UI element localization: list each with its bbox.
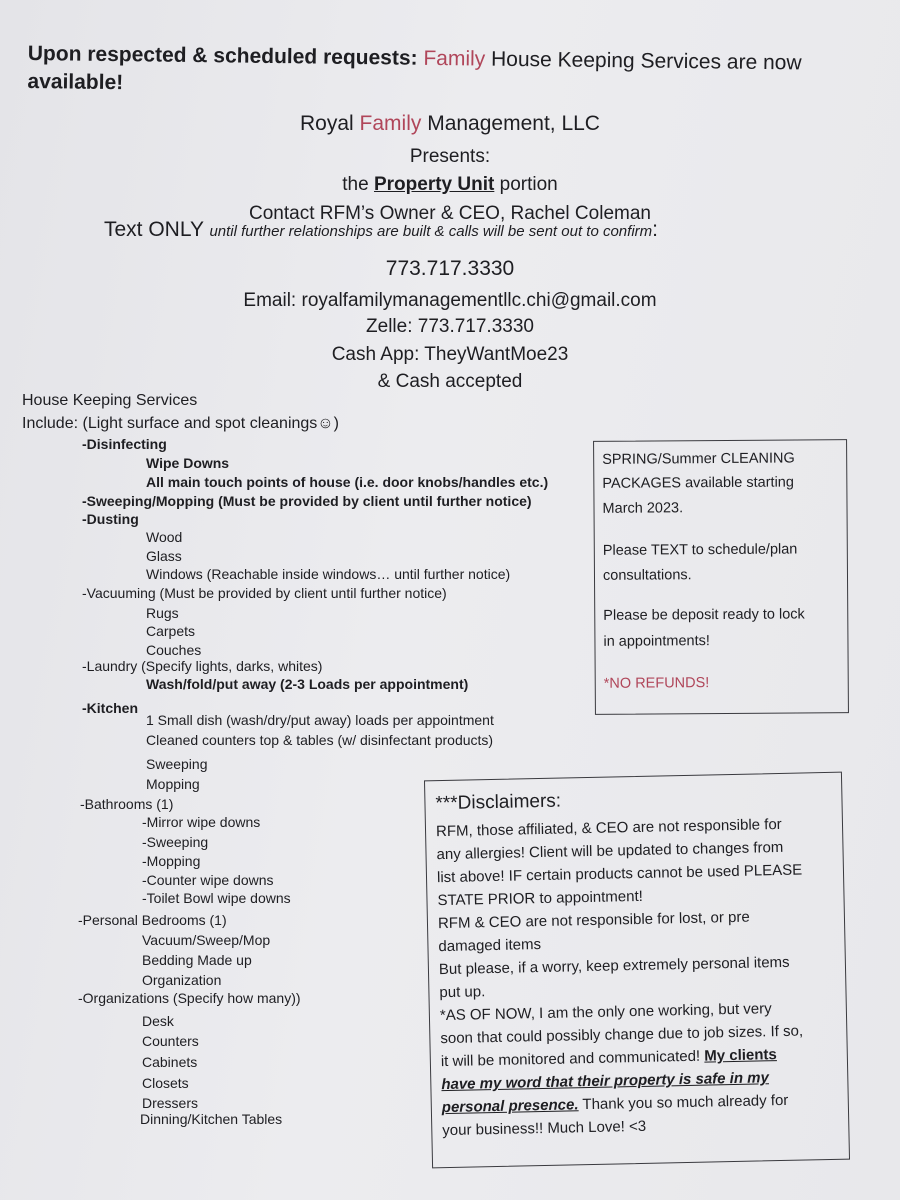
service-item: Counters: [142, 1033, 199, 1049]
banner-family: Family: [423, 46, 486, 71]
service-item: Closets: [142, 1075, 189, 1091]
availability-banner: [27, 40, 801, 105]
service-item: Desk: [142, 1013, 174, 1029]
spring-line: PACKAGES available starting: [602, 474, 794, 492]
disclaimers-box: [424, 772, 850, 1169]
service-item: -Toilet Bowl wipe downs: [142, 890, 291, 906]
service-category: -Sweeping/Mopping (Must be provided by client until further notice): [82, 493, 532, 509]
service-item: Bedding Made up: [142, 952, 252, 968]
service-item: Rugs: [146, 605, 179, 621]
banner-text-2: House Keeping Services are now: [485, 47, 802, 75]
disclaimer-line: RFM, those affiliated, & CEO are not responsible for: [435, 815, 782, 841]
presents-line: Presents:: [409, 146, 491, 167]
service-item: Wipe Downs: [146, 455, 230, 471]
company-family: Family: [359, 112, 422, 135]
disclaimer-line: [442, 1090, 789, 1118]
contact-line: Contact RFM’s Owner & CEO, Rachel Coleman: [249, 203, 651, 224]
service-item: Dressers: [142, 1095, 199, 1111]
spring-line: consultations.: [602, 567, 692, 584]
property-unit: Property Unit: [373, 174, 495, 195]
service-item: Mopping: [146, 776, 200, 792]
service-item: 1 Small dish (wash/dry/put away) loads per appointment: [146, 712, 494, 728]
disclaimer-line: list above! IF certain products cannot be used PLEASE: [436, 861, 803, 887]
service-item: Wash/fold/put away (2-3 Loads per appointment): [146, 676, 469, 692]
service-item: Cabinets: [142, 1054, 198, 1070]
disclaimer-line: STATE PRIOR to appointment!: [437, 887, 643, 910]
service-item: Glass: [146, 548, 182, 564]
property-unit-line: [0, 174, 900, 196]
spring-line: in appointments!: [603, 633, 710, 650]
disclaimer-line: your business!! Much Love! <3: [442, 1117, 647, 1140]
text-only-colon: :: [652, 218, 658, 241]
service-item: Wood: [146, 529, 183, 545]
service-category: -Dusting: [82, 511, 139, 527]
service-item: Sweeping: [146, 756, 208, 772]
disclaimer-line: But please, if a worry, keep extremely personal items: [438, 953, 790, 979]
service-item: Vacuum/Sweep/Mop: [142, 932, 271, 948]
disclaimer-text: Thank you so much already for: [578, 1091, 789, 1114]
service-item: -Counter wipe downs: [142, 872, 274, 888]
service-category: -Disinfecting: [82, 436, 167, 452]
disclaimer-emphasis: have my word that their property is safe in my: [441, 1069, 770, 1094]
service-category: -Bathrooms (1): [80, 796, 174, 812]
text-only-note: until further relationships are built & calls will be sent out to confirm: [209, 223, 653, 240]
disclaimer-emphasis: My clients: [704, 1046, 777, 1065]
disclaimer-line: RFM & CEO are not responsible for lost, or pre: [437, 908, 750, 933]
disclaimer-text: it will be monitored and communicated!: [440, 1047, 705, 1071]
service-category: -Laundry (Specify lights, darks, whites): [82, 658, 323, 674]
service-item: All main touch points of house (i.e. door knobs/handles etc.): [146, 474, 549, 490]
email-line: Email: royalfamilymanagementllc.chi@gmail.com: [243, 290, 657, 311]
text-only-label: Text ONLY: [104, 218, 210, 241]
banner-text-1: Upon respected & scheduled requests:: [27, 41, 424, 70]
disclaimer-line: any allergies! Client will be updated to changes from: [436, 838, 784, 864]
spring-packages-box: [593, 439, 849, 715]
service-category: -Vacuuming (Must be provided by client until further notice): [82, 585, 447, 601]
service-item: Couches: [146, 642, 202, 658]
spring-line: SPRING/Summer CLEANING: [602, 450, 795, 468]
service-item: -Mirror wipe downs: [142, 814, 261, 830]
company-management: Management, LLC: [421, 112, 600, 135]
zelle-line: Zelle: 773.717.3330: [366, 316, 534, 337]
banner-text-3: available!: [27, 69, 124, 95]
disclaimer-emphasis: personal presence.: [441, 1096, 579, 1117]
disclaimer-line: put up.: [439, 983, 486, 1002]
company-name: [0, 112, 900, 136]
service-item: Windows (Reachable inside windows… until further notice): [146, 566, 511, 582]
spring-line: Please be deposit ready to lock: [603, 606, 805, 624]
phone-number: 773.717.3330: [385, 257, 515, 280]
spring-line: Please TEXT to schedule/plan: [602, 541, 798, 559]
disclaimers-title: ***Disclaimers:: [435, 790, 562, 815]
service-item: Cleaned counters top & tables (w/ disinfectant products): [146, 732, 494, 748]
spring-line: March 2023.: [602, 500, 684, 517]
service-category: -Kitchen: [82, 700, 138, 716]
services-include: Include: (Light surface and spot cleanings☺): [22, 415, 339, 432]
cashapp-line: Cash App: TheyWantMoe23: [331, 344, 569, 365]
cash-line: & Cash accepted: [377, 371, 523, 392]
portion-word: portion: [494, 174, 558, 195]
service-item: -Sweeping: [142, 834, 209, 850]
portion-the: the: [342, 174, 374, 195]
service-item: Dinning/Kitchen Tables: [140, 1111, 283, 1127]
disclaimer-line: soon that could possibly change due to job sizes. If so,: [440, 1022, 804, 1048]
disclaimer-line: *AS OF NOW, I am the only one working, but very: [439, 1000, 772, 1025]
service-item: Organization: [142, 972, 222, 988]
services-title: House Keeping Services: [22, 392, 198, 409]
service-category: -Personal Bedrooms (1): [78, 912, 227, 928]
service-item: Carpets: [146, 623, 196, 639]
service-category: -Organizations (Specify how many)): [78, 990, 301, 1006]
service-item: -Mopping: [142, 853, 201, 869]
disclaimer-line: damaged items: [438, 936, 542, 956]
no-refunds: *NO REFUNDS!: [603, 675, 710, 692]
text-only-line: [104, 218, 658, 242]
company-royal: Royal: [300, 112, 360, 135]
